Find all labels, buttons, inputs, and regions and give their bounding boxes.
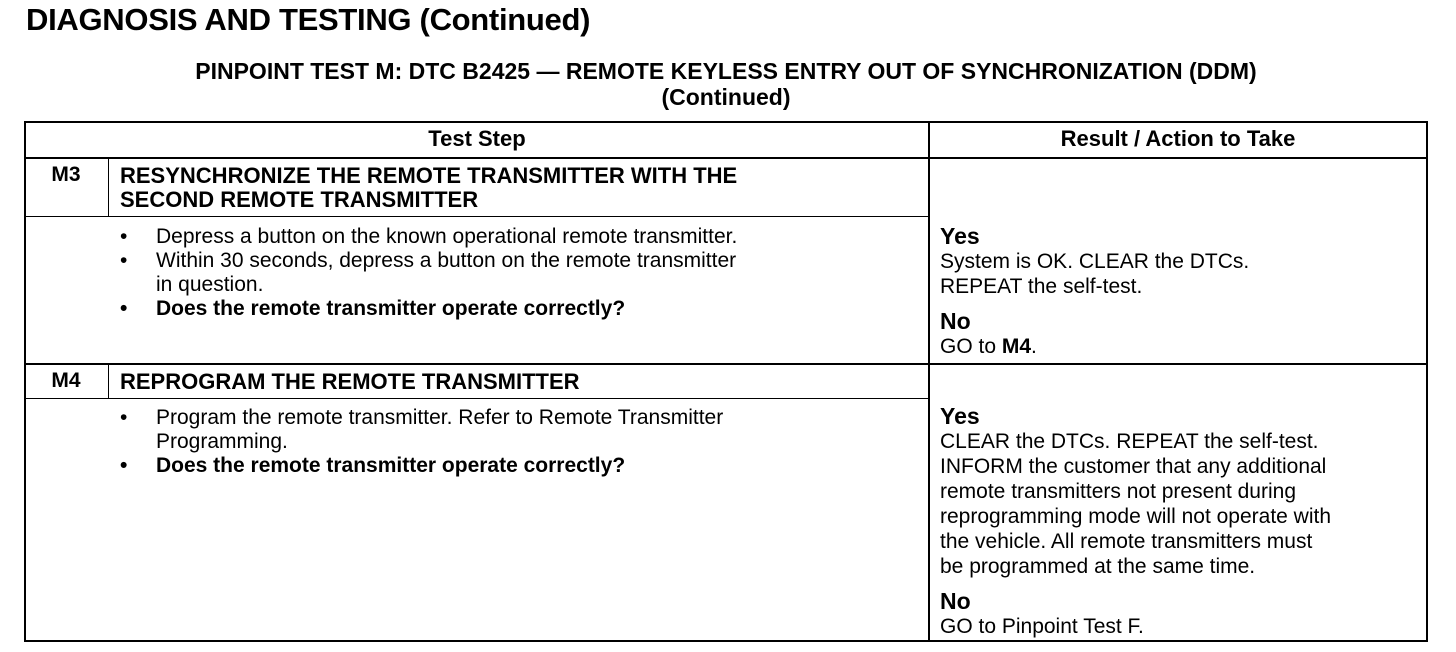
- list-item: • Program the remote transmitter. Refer to Remote Transmitter Programming.: [120, 406, 724, 453]
- test-table: [24, 121, 1428, 642]
- yes-action-line: be programmed at the same time.: [940, 555, 1256, 578]
- step-title-m3: [120, 164, 737, 212]
- yes-action-line: CLEAR the DTCs. REPEAT the self-test.: [940, 430, 1319, 453]
- yes-action-line: the vehicle. All remote transmitters must: [940, 530, 1313, 553]
- result-m3: [940, 223, 1249, 359]
- col-header-result: Result / Action to Take: [1060, 126, 1296, 151]
- bullet-icon: •: [120, 406, 128, 429]
- pinpoint-test-title: [24, 58, 1428, 110]
- col-header-test-step: Test Step: [428, 126, 526, 151]
- no-action-line: GO to Pinpoint Test F.: [940, 615, 1144, 638]
- bullet-icon: •: [120, 297, 128, 320]
- yes-label: Yes: [940, 223, 980, 249]
- header-divider: [26, 157, 1426, 159]
- step-reference: M4: [1001, 335, 1032, 358]
- test-title-line-2: (Continued): [661, 84, 791, 110]
- bullet-icon: •: [120, 225, 128, 248]
- step-id-m3: M3: [51, 163, 81, 186]
- result-m4: [940, 403, 1331, 639]
- step-title-m4: [120, 370, 580, 394]
- yes-action-line: INFORM the customer that any additional: [940, 455, 1327, 478]
- bullet-icon: •: [120, 249, 128, 272]
- yes-action-line: REPEAT the self-test.: [940, 275, 1143, 298]
- step-title-line: SECOND REMOTE TRANSMITTER: [120, 187, 479, 212]
- yes-action-line: reprogramming mode will not operate with: [940, 505, 1332, 528]
- step-title-line: REPROGRAM THE REMOTE TRANSMITTER: [120, 369, 580, 394]
- no-label: No: [940, 308, 971, 334]
- page-heading: DIAGNOSIS AND TESTING (Continued): [26, 2, 591, 37]
- m3-m4-divider: [26, 363, 1426, 365]
- step-m3-instructions: [120, 225, 737, 321]
- list-item: • Within 30 seconds, depress a button on the remote transmitter in question.: [120, 249, 737, 296]
- list-item: • Depress a button on the known operational remote transmitter.: [120, 225, 738, 248]
- bullet-icon: •: [120, 454, 128, 477]
- m4-id-divider: [108, 365, 109, 399]
- no-label: No: [940, 588, 971, 614]
- list-item: • Does the remote transmitter operate correctly?: [120, 297, 626, 320]
- no-action-line: GO to M4.: [940, 335, 1037, 358]
- column-divider: [928, 123, 930, 640]
- yes-action-line: remote transmitters not present during: [940, 480, 1296, 503]
- m4-title-divider: [26, 398, 929, 399]
- yes-action-line: System is OK. CLEAR the DTCs.: [940, 250, 1250, 273]
- test-title-line-1: PINPOINT TEST M: DTC B2425 — REMOTE KEYLESS ENTRY OUT OF SYNCHRONIZATION (DDM): [195, 58, 1257, 84]
- list-item: • Does the remote transmitter operate correctly?: [120, 454, 626, 477]
- m3-title-divider: [26, 216, 929, 217]
- step-id-m4: M4: [51, 369, 81, 392]
- step-m4-instructions: [120, 406, 723, 478]
- step-title-line: RESYNCHRONIZE THE REMOTE TRANSMITTER WITH THE: [120, 163, 738, 188]
- m3-id-divider: [108, 159, 109, 217]
- yes-label: Yes: [940, 403, 980, 429]
